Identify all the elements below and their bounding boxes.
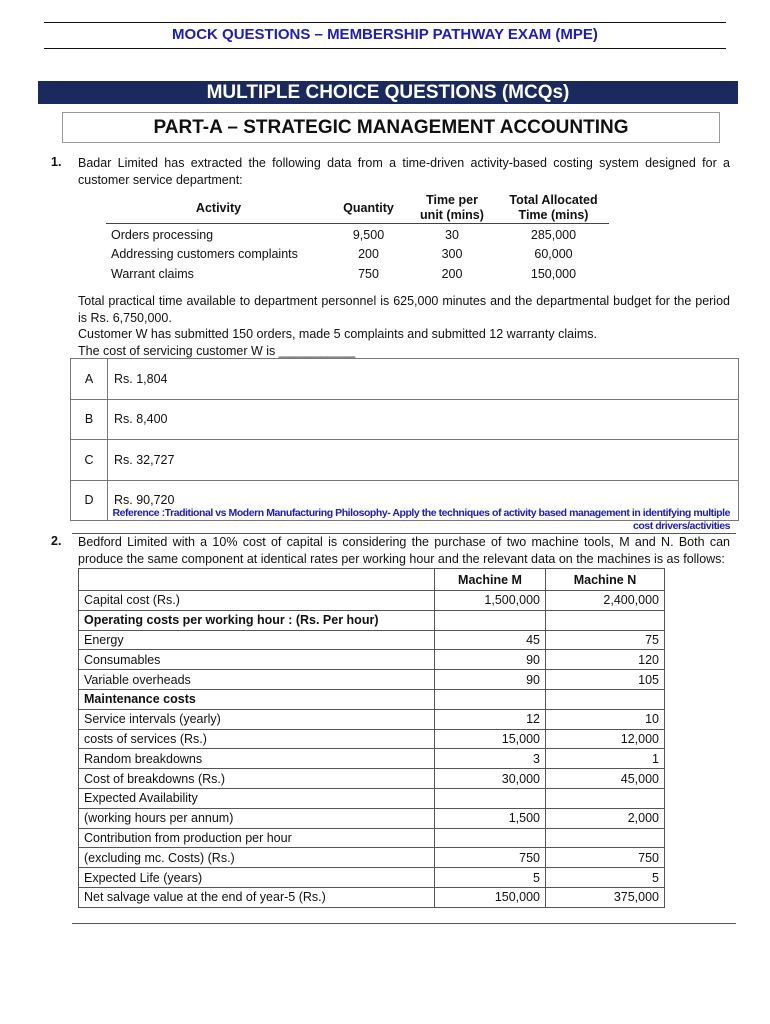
machine-row-label: Net salvage value at the end of year-5 (Rs.) [79,887,435,907]
activity-quantity: 9,500 [352,227,385,242]
option-b[interactable] [71,400,738,441]
header-machine-m: Machine M [435,569,546,591]
machine-n-value: 2,400,000 [546,591,665,611]
activity-table-header [106,193,609,224]
machine-row-label: Capital cost (Rs.) [79,591,435,611]
machine-n-value: 375,000 [546,887,665,907]
machine-row-label: Operating costs per working hour : (Rs. Per hour) [79,610,435,630]
machine-m-value: 45 [435,630,546,650]
header-activity: Activity [195,200,242,215]
machine-m-value [435,788,546,808]
table-row [79,650,665,670]
machine-table-header [79,569,665,591]
q2-intro-line2: produce the same component at identical rates per working hour and the relevant data on the machines is as follows: [78,551,725,566]
q1-text3: The cost of servicing customer W is ___________ [78,343,356,358]
q2-intro [78,534,730,567]
blank-header [79,569,435,591]
table-row [79,630,665,650]
option-letter: D [71,481,108,521]
table-row [79,591,665,611]
machine-m-value [435,689,546,709]
document-header: MOCK QUESTIONS – MEMBERSHIP PATHWAY EXAM (MPE) [172,26,598,43]
activity-quantity: 750 [358,266,379,281]
machine-row-label: Service intervals (yearly) [79,709,435,729]
activity-time: 300 [441,247,463,262]
machine-n-value: 2,000 [546,808,665,828]
machine-n-value: 750 [546,848,665,868]
header-total-allocated-l2: Time (mins) [518,208,589,222]
table-row [106,264,609,284]
machine-m-value: 5 [435,868,546,888]
header-rule-top [44,22,726,23]
activity-time: 30 [445,227,459,242]
q1-intro-line2: customer service department: [78,172,243,187]
machine-n-value: 12,000 [546,729,665,749]
activity-total: 60,000 [534,247,573,262]
machine-n-value: 105 [546,670,665,690]
option-letter: A [71,359,108,399]
option-text: Rs. 90,720 [114,493,175,508]
table-row [79,729,665,749]
table-row [79,828,665,848]
machine-m-value: 150,000 [435,887,546,907]
header-time-per-unit-l2: unit (mins) [420,208,484,222]
header-total-allocated-l1: Total Allocated [509,193,598,207]
q2-number: 2. [51,534,62,548]
q1-number: 1. [51,155,62,169]
machine-n-value [546,689,665,709]
machine-m-value: 30,000 [435,769,546,789]
option-text: Rs. 8,400 [114,412,168,427]
activity-total: 285,000 [530,227,577,242]
activity-quantity: 200 [358,247,379,262]
table-row [79,848,665,868]
option-c[interactable] [71,440,738,481]
page-bottom-rule [72,923,736,924]
machine-row-label: Variable overheads [79,670,435,690]
machine-n-value [546,610,665,630]
table-row [79,808,665,828]
machine-n-value: 5 [546,868,665,888]
machine-n-value: 75 [546,630,665,650]
machine-m-value: 1,500,000 [435,591,546,611]
q1-text1a: Total practical time available to department personnel is 625,000 minutes and the departmental budget for the period [78,294,730,308]
machine-n-value [546,788,665,808]
table-row [79,788,665,808]
reference-line2: cost drivers/activities [632,520,730,532]
machine-m-value: 1,500 [435,808,546,828]
activity-name: Warrant claims [111,266,194,281]
q2-intro-line1: Bedford Limited with a 10% cost of capital is considering the purchase of two machine tools, M and N. Both can [78,535,730,549]
table-row [79,709,665,729]
q1-intro [78,155,730,188]
table-row [106,225,609,245]
q1-text1b: is Rs. 6,750,000. [78,310,172,325]
table-row [79,670,665,690]
part-title: PART-A – STRATEGIC MANAGEMENT ACCOUNTING [62,112,720,143]
header-total-allocated [498,193,609,224]
machine-m-value: 90 [435,650,546,670]
option-letter: C [71,440,108,480]
table-row [79,749,665,769]
machine-row-label: (excluding mc. Costs) (Rs.) [79,848,435,868]
table-row [79,610,665,630]
machine-row-label: Consumables [79,650,435,670]
table-row [79,769,665,789]
machine-n-value: 45,000 [546,769,665,789]
header-machine-n: Machine N [546,569,665,591]
table-row [106,245,609,265]
machine-row-label: Maintenance costs [79,689,435,709]
machine-n-value [546,828,665,848]
machine-m-value: 12 [435,709,546,729]
option-a[interactable] [71,359,738,400]
machine-n-value: 1 [546,749,665,769]
activity-total: 150,000 [530,266,577,281]
option-letter: B [71,400,108,440]
machine-m-value: 15,000 [435,729,546,749]
machine-m-value [435,610,546,630]
q1-intro-line1: Badar Limited has extracted the following data from a time-driven activity-based costing system designed for a [78,156,730,170]
machine-row-label: Cost of breakdowns (Rs.) [79,769,435,789]
machine-row-label: Contribution from production per hour [79,828,435,848]
header-time-per-unit [406,193,498,224]
machine-n-value: 10 [546,709,665,729]
q1-reference [90,507,730,533]
machine-row-label: (working hours per annum) [79,808,435,828]
header-quantity: Quantity [343,200,394,215]
machine-m-value [435,828,546,848]
header-rule-bottom [44,48,726,49]
machine-row-label: costs of services (Rs.) [79,729,435,749]
reference-line1: Reference :Traditional vs Modern Manufacturing Philosophy- Apply the techniques of activity based management in identifying multiple [112,507,730,519]
option-text: Rs. 1,804 [114,371,168,386]
machine-row-label: Random breakdowns [79,749,435,769]
table-row [79,887,665,907]
machine-table [78,568,665,908]
activity-time: 200 [441,266,463,281]
machine-m-value: 3 [435,749,546,769]
machine-row-label: Energy [79,630,435,650]
machine-row-label: Expected Availability [79,788,435,808]
machine-row-label: Expected Life (years) [79,868,435,888]
activity-name: Addressing customers complaints [111,247,298,262]
table-row [79,689,665,709]
q1-text2: Customer W has submitted 150 orders, made 5 complaints and submitted 12 warranty claims. [78,327,597,341]
machine-m-value: 750 [435,848,546,868]
option-text: Rs. 32,727 [114,452,175,467]
activity-name: Orders processing [111,227,214,242]
q1-options [70,358,739,521]
header-time-per-unit-l1: Time per [426,193,478,207]
activity-table [106,193,609,284]
q1-body [78,293,730,359]
machine-n-value: 120 [546,650,665,670]
table-row [79,868,665,888]
section-banner: MULTIPLE CHOICE QUESTIONS (MCQs) [38,81,738,104]
machine-m-value: 90 [435,670,546,690]
